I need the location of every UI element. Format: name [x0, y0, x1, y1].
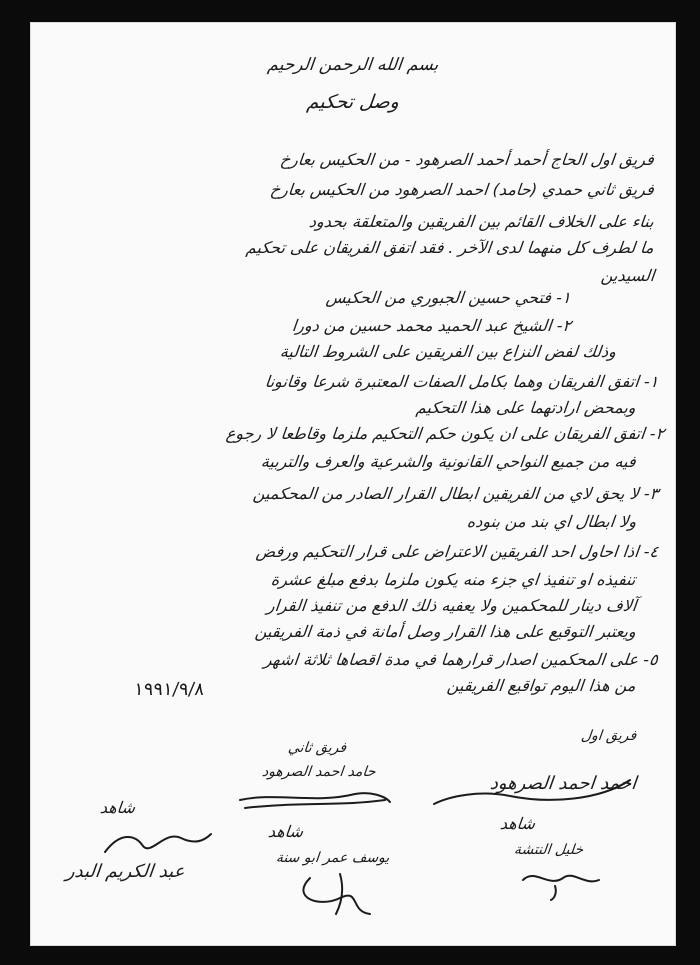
party2-label: فريق ثاني [286, 740, 347, 756]
condition-5-line-2: من هذا اليوم تواقيع الفريقين [446, 676, 638, 695]
party1-signature-flourish [430, 770, 640, 806]
party1-label: فريق اول [579, 728, 637, 744]
witness-mid-name: يوسف عمر ابو سنة [275, 850, 391, 866]
witness-mid-label: شاهد [267, 822, 305, 841]
witness-right-name: خليل النتشة [513, 842, 585, 858]
witness-left-signature [95, 822, 215, 862]
intro-line-2: ما لطرف كل منهما لدى الآخر . فقد اتفق الفريقان على تحكيم [245, 238, 656, 257]
basmala: بسم الله الرحمن الرحيم [266, 55, 440, 75]
condition-4-line-4: ويعتبر التوقيع على هذا القرار وصل أمانة في ذمة الفريقين [254, 622, 638, 641]
witness-right-label: شاهد [499, 814, 537, 833]
arbiter-1: ١- فتحي حسين الجبوري من الحكيس [325, 288, 573, 307]
condition-4-line-1: ٤- اذا احاول احد الفريقين الاعتراض على قرار التحكيم ورفض [254, 542, 660, 561]
condition-4-line-2: تنفيذه او تنفيذ اي جزء منه يكون ملزما بدفع مبلغ عشرة [270, 570, 638, 589]
condition-3-line-2: ولا ابطال اي بند من بنوده [465, 512, 638, 531]
condition-4-line-3: آلاف دينار للمحكمين ولا يعفيه ذلك الدفع من تنفيذ القرار [265, 596, 638, 615]
document-title: وصل تحكيم [305, 91, 401, 113]
document-date: ١٩٩١/٩/٨ [132, 679, 206, 700]
condition-2-line-2: فيه من جميع النواحي القانونية والشرعية والعرف والتربية [260, 452, 638, 471]
witness-right-signature [515, 860, 605, 900]
arbiter-2: ٢- الشيخ عبد الحميد محمد حسين من دورا [290, 316, 573, 335]
party2-signature-flourish [235, 782, 395, 812]
party2-line: فريق ثاني حمدي (حامد) احمد الصرهود من الحكيس بعارخ [269, 180, 656, 199]
condition-1-line-1: ١- اتفق الفريقان وهما بكامل الصفات المعتبرة شرعا وقانونا [263, 372, 660, 391]
condition-5-line-1: ٥- على المحكمين اصدار قرارهما في مدة اقصاها ثلاثة اشهر [263, 650, 660, 669]
handwritten-document [30, 22, 676, 946]
intro-line-1: بناء على الخلاف القائم بين الفريقين والمتعلقة بحدود [308, 212, 656, 231]
party1-line: فريق اول الحاج أحمد أحمد الصرهود - من الحكيس بعارخ [279, 150, 656, 169]
condition-3-line-1: ٣- لا يحق لاي من الفريقين ابطال القرار الصادر من المحكمين [251, 484, 660, 503]
party1-name: احمد احمد الصرهود [488, 773, 638, 794]
condition-2-line-1: ٢- اتفق الفريقان على ان يكون حكم التحكيم ملزما وقاطعا لا رجوع [224, 424, 666, 443]
conditions-intro: وذلك لفض النزاع بين الفريقين على الشروط التالية [279, 342, 618, 361]
witness-left-name: عبد الكريم البدر [64, 861, 186, 882]
witness-mid-signature [280, 868, 400, 918]
intro-line-3: السيدين [599, 266, 656, 285]
witness-left-label: شاهد [99, 798, 137, 817]
party2-name: حامد احمد الصرهود [261, 764, 377, 780]
condition-1-line-2: وبمحض ارادتهما على هذا التحكيم [415, 398, 638, 417]
